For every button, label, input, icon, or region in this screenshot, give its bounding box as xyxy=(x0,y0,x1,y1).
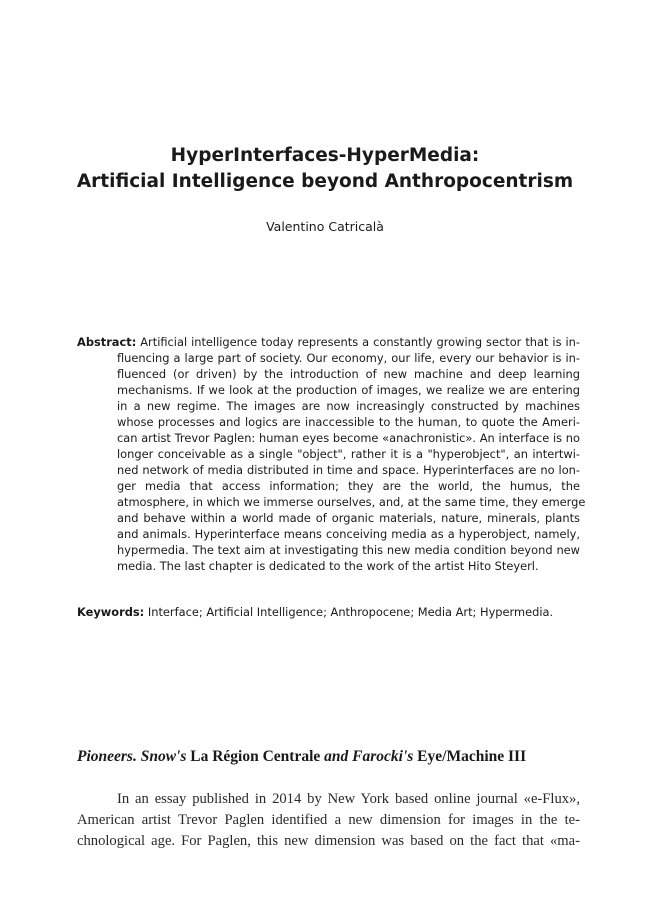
abstract-line: in a new regime. The images are now increasingly constructed by machines xyxy=(117,399,580,413)
body-line: American artist Trevor Paglen identified a new dimension for images in the te- xyxy=(77,812,580,828)
abstract-line: can artist Trevor Paglen: human eyes become «anachronistic». An interface is no xyxy=(117,431,580,445)
section-heading-part: La Région Centrale xyxy=(190,748,321,765)
abstract-line: Abstract: Artificial intelligence today represents a constantly growing sector that is in- xyxy=(77,335,581,349)
body-line: chnological age. For Paglen, this new dimension was based on the fact that «ma- xyxy=(77,833,580,849)
title-line-2: Artificial Intelligence beyond Anthropocentrism xyxy=(76,171,574,192)
section-heading-part: Pioneers. Snow's xyxy=(77,748,187,765)
abstract-line: ned network of media distributed in time and space. Hyperinterfaces are no lon- xyxy=(117,463,580,477)
keywords-block xyxy=(77,604,580,620)
body-paragraph xyxy=(77,789,580,852)
section-heading xyxy=(77,747,580,767)
abstract-line: hypermedia. The text aim at investigating this new media condition beyond new xyxy=(117,543,580,557)
abstract-line: and animals. Hyperinterface means conceiving media as a hyperobject, namely, xyxy=(117,527,580,541)
abstract-line: atmosphere, in which we immerse ourselves, and, at the same time, they emerge xyxy=(117,495,586,509)
abstract-line: whose processes and logics are inaccessible to the human, to quote the Ameri- xyxy=(117,415,580,429)
abstract-line: and behave within a world made of organic materials, nature, minerals, plants xyxy=(117,511,580,525)
paper-title xyxy=(40,143,610,195)
body-line: In an essay published in 2014 by New York based online journal «e-Flux», xyxy=(117,791,580,807)
section-heading-part: Eye/Machine III xyxy=(417,748,527,765)
title-line-1: HyperInterfaces-HyperMedia: xyxy=(170,145,480,166)
abstract-line: media. The last chapter is dedicated to the work of the artist Hito Steyerl. xyxy=(117,559,539,573)
abstract-line: fluenced (or driven) by the introduction of new machine and deep learning xyxy=(117,367,580,381)
abstract-block xyxy=(77,334,586,574)
section-heading-part: and Farocki's xyxy=(324,748,414,765)
author-name: Valentino Catricalà xyxy=(266,219,384,234)
abstract-line: mechanisms. If we look at the production of images, we realize we are entering xyxy=(117,383,580,397)
keywords-label: Keywords: xyxy=(77,605,145,619)
abstract-line: ger media that access information; they are the world, the humus, the xyxy=(117,479,580,493)
keywords-text: Interface; Artificial Intelligence; Anthropocene; Media Art; Hypermedia. xyxy=(147,605,554,619)
abstract-label: Abstract: xyxy=(77,335,137,349)
abstract-line: fluencing a large part of society. Our economy, our life, every our behavior is in- xyxy=(117,351,580,365)
abstract-line: longer conceivable as a single "object", rather it is a "hyperobject", an intertwi- xyxy=(117,447,580,461)
